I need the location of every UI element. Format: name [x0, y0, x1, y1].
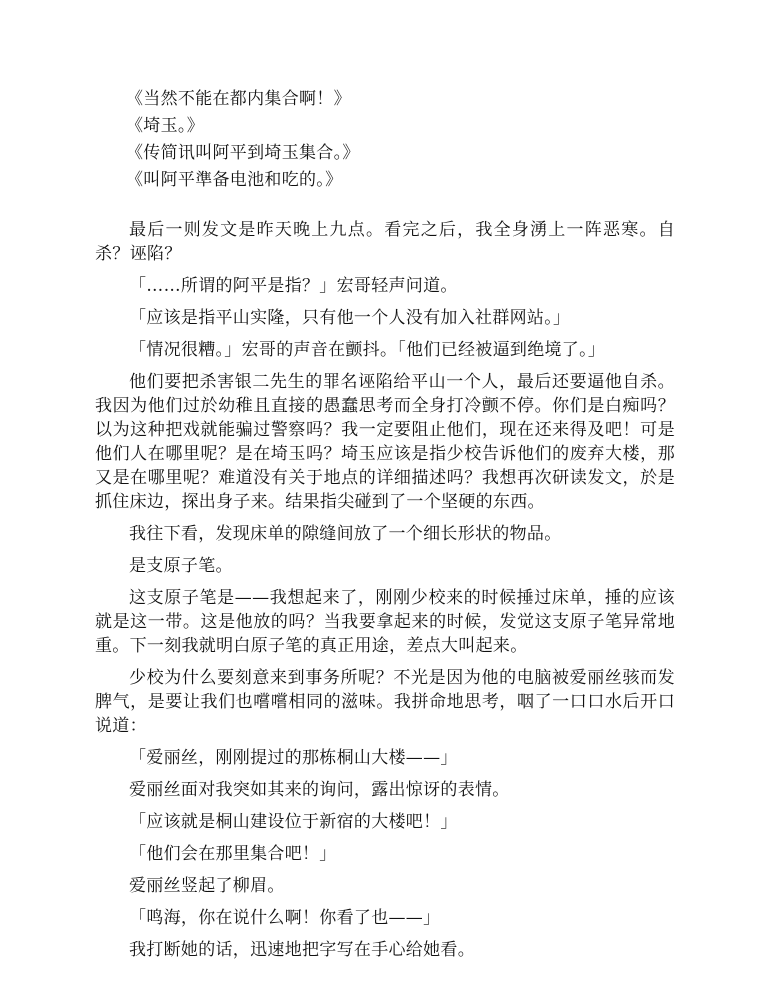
dialogue-paragraph: 「应该是指平山实隆，只有他一个人没有加入社群网站。」: [129, 308, 571, 328]
dialogue-paragraph: 「应该就是桐山建设位于新宿的大楼吧！」: [129, 812, 458, 832]
dialogue-paragraph: 「……所谓的阿平是指？」宏哥轻声问道。: [129, 276, 458, 296]
paragraph: 我打断她的话，迅速地把字写在手心给她看。: [129, 940, 475, 960]
paragraph: 这支原子笔是——我想起来了，刚刚少校来的时候捶过床单，捶的应该就是这一带。这是他放的吗？当我要拿起来的时候，发觉这支原子笔异常地重。下一刻我就明白原子笔的真正用途，差点大叫起来。: [95, 588, 675, 656]
paragraph: 爱丽丝面对我突如其来的询问，露出惊讶的表情。: [129, 780, 510, 800]
paragraph: 爱丽丝竖起了柳眉。: [129, 876, 285, 896]
dialogue-paragraph: 「情况很糟。」宏哥的声音在颤抖。「他们已经被逼到绝境了。」: [129, 340, 606, 360]
chat-quote-line: 《传简讯叫阿平到埼玉集合。》: [126, 143, 360, 163]
paragraph: 少校为什么要刻意来到事务所呢？不光是因为他的电脑被爱丽丝骇而发脾气，是要让我们也嚐嚐相同的滋味。我拼命地思考，咽了一口口水后开口说道：: [95, 668, 675, 736]
chat-quote-line: 《当然不能在都内集合啊！》: [126, 89, 351, 109]
chat-quote-line: 《埼玉。》: [126, 116, 204, 136]
body-text: [95, 218, 675, 970]
paragraph: 他们要把杀害银二先生的罪名诬陷给平山一个人，最后还要逼他自杀。我因为他们过於幼稚且直接的愚蠢思考而全身打冷颤不停。你们是白痴吗？以为这种把戏就能骗过警察吗？我一定要阻止他们，现在还来得及吧！可是他们人在哪里呢？是在埼玉吗？埼玉应该是指少校告诉他们的废弃大楼，那又是在哪里呢？难道没有关于地点的详细描述吗？我想再次研读发文，於是抓住床边，探出身子来。结果指尖碰到了一个坚硬的东西。: [95, 372, 675, 512]
paragraph: 最后一则发文是昨天晚上九点。看完之后，我全身湧上一阵恶寒。自杀？诬陷？: [95, 220, 675, 264]
paragraph: 是支原子笔。: [129, 556, 233, 576]
chat-quote-line: 《叫阿平準备电池和吃的。》: [126, 170, 343, 190]
dialogue-paragraph: 「爱丽丝，刚刚提过的那栋桐山大楼——」: [129, 748, 458, 768]
paragraph: 我往下看，发现床单的隙缝间放了一个细长形状的物品。: [129, 524, 562, 544]
dialogue-paragraph: 「鸣海，你在说什么啊！你看了也——」: [129, 908, 441, 928]
chat-quote-block: [126, 86, 360, 194]
dialogue-paragraph: 「他们会在那里集合吧！」: [129, 844, 337, 864]
